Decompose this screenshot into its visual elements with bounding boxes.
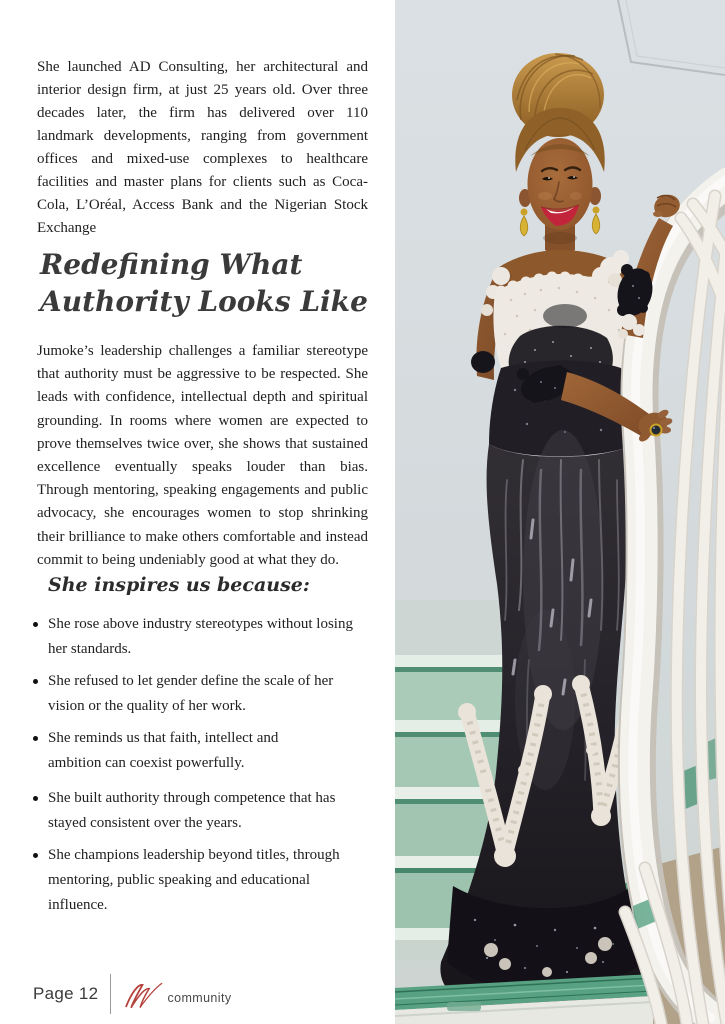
page-number: Page 12 (33, 984, 99, 1003)
list-item-text: She reminds us that faith, intellect and ambition can coexist powerfully. (48, 730, 279, 771)
list-item-text: She rose above industry stereotypes without losing her standards. (48, 616, 353, 657)
black-lace-cuff (471, 351, 495, 373)
bullet-dot (33, 853, 38, 858)
heading-line-1: Redefining What (40, 248, 303, 281)
body-paragraph: Jumoke’s leadership challenges a familiar stereotype that authority must be aggressive to be respected. She leads with confidence, intellectual depth and spiritual grounding. In rooms where women are expected to prove themselves twice over, she shows that sustained excellence eventually speaks louder than bias. Through mentoring, speaking engagements and public advocacy, she encourages women to stop shrinking their brilliance to make others comfortable and instead commit to being undeniably good at what they do. (37, 343, 368, 568)
bullet-dot (33, 796, 38, 801)
list-item (33, 612, 378, 662)
section-heading (40, 246, 368, 320)
brand-word: community (167, 990, 232, 1005)
list-item (33, 786, 378, 836)
ring (651, 425, 662, 436)
white-lace-bodice (493, 272, 628, 376)
bullet-dot (33, 622, 38, 627)
inspiration-list (33, 612, 378, 925)
footer-divider (110, 974, 111, 1014)
heading-line-2: Authority Looks Like (40, 285, 368, 318)
brand-logo (124, 979, 231, 1010)
list-item (33, 726, 378, 776)
list-item (33, 843, 378, 918)
list-item-text: She champions leadership beyond titles, through mentoring, public speaking and educational influence. (48, 847, 340, 913)
page-footer (33, 970, 231, 1018)
list-item (33, 669, 378, 719)
bullet-dot (33, 679, 38, 684)
bullet-dot (33, 736, 38, 741)
list-title: She inspires us because: (48, 574, 310, 596)
face (528, 138, 593, 230)
brand-w-icon (124, 979, 164, 1010)
list-item-text: She built authority through competence that has stayed consistent over the years. (48, 790, 336, 831)
intro-paragraph: She launched AD Consulting, her architectural and interior design firm, at just 25 years old. Over three decades later, the firm has delivered over 110 landmark developments, ranging from government offices and mixed-use complexes to healthcare facilities and master plans for clients such as Coca-Cola, L’Oréal, Access Bank and the Nigerian Stock Exchange (37, 59, 368, 236)
portrait-photo (395, 0, 725, 1024)
list-item-text: She refused to let gender define the scale of her vision or the quality of her work. (48, 673, 334, 714)
